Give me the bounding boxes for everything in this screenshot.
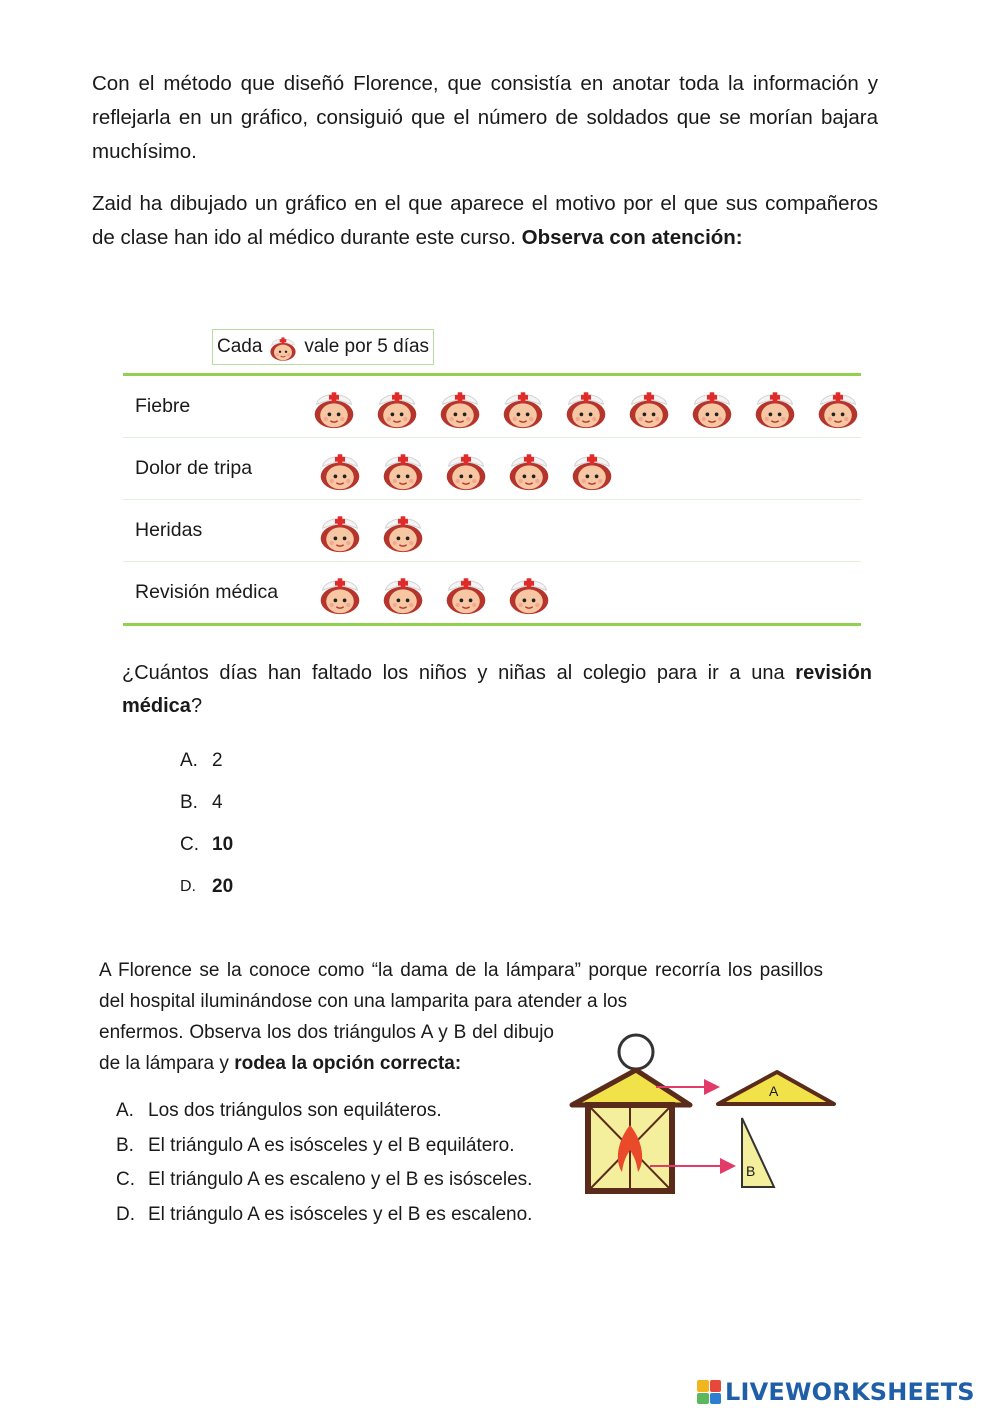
choice-letter: C. [116, 1169, 135, 1191]
intro-paragraph-2-bold: Observa con atención: [521, 226, 743, 249]
nurse-icon [752, 384, 798, 430]
option-letter: C. [180, 834, 199, 855]
nurse-icon [443, 570, 489, 616]
question-main: ¿Cuántos días han faltado los niños y niñas al colegio para ir a una [122, 662, 796, 684]
lamp-text-wide: A Florence se la conoce como “la dama de la lámpara” porque recorría los pasillos del hospital iluminándose con una lamparita para atender a los [99, 960, 823, 1012]
brand-logo-icon [697, 1380, 721, 1404]
triangle-choices [116, 1094, 532, 1232]
intro-paragraph-1: Con el método que diseñó Florence, que consistía en anotar toda la información y reflejarla en un gráfico, consiguió que el número de soldados que se morían bajara muchísimo. [92, 72, 878, 163]
pictogram-row [123, 376, 861, 438]
nurse-icon [689, 384, 735, 430]
liveworksheets-brand [697, 1378, 975, 1406]
option-c[interactable] [180, 824, 233, 866]
choice-letter: A. [116, 1100, 134, 1122]
row-label: Heridas [135, 519, 203, 541]
row-icons [311, 384, 861, 430]
nurse-icon [500, 384, 546, 430]
choice-d[interactable] [116, 1198, 532, 1233]
lamp-ring [619, 1035, 653, 1069]
nurse-icon [317, 508, 363, 554]
pictogram-legend [212, 329, 434, 365]
option-letter: D. [180, 878, 196, 895]
legend-prefix: Cada [217, 336, 263, 357]
row-label: Fiebre [135, 395, 191, 417]
nurse-icon [569, 446, 615, 492]
nurse-icon [268, 332, 298, 362]
pictogram-chart [123, 373, 861, 626]
question-end: ? [190, 695, 203, 717]
choice-b[interactable] [116, 1129, 532, 1164]
pictogram-row [123, 562, 861, 623]
nurse-icon [311, 384, 357, 430]
nurse-icon [563, 384, 609, 430]
triangle-b-label: B [746, 1163, 756, 1179]
row-icons [317, 446, 615, 492]
legend-suffix: vale por 5 días [304, 336, 430, 357]
nurse-icon [506, 570, 552, 616]
choice-text: El triángulo A es isósceles y el B equilátero. [148, 1134, 515, 1156]
choice-c[interactable] [116, 1163, 532, 1198]
answer-options [180, 740, 233, 908]
nurse-icon [380, 570, 426, 616]
option-d[interactable] [180, 866, 233, 908]
question-bold: revisión médica [122, 662, 872, 717]
choice-text: El triángulo A es escaleno y el B es isósceles. [148, 1169, 533, 1191]
nurse-icon [317, 446, 363, 492]
option-value: 4 [212, 792, 223, 813]
choice-letter: D. [116, 1203, 135, 1225]
nurse-icon [380, 508, 426, 554]
option-value: 20 [212, 876, 234, 897]
nurse-icon [815, 384, 861, 430]
triangle-a-label: A [769, 1083, 779, 1099]
lamp-text-narrow-part: enfermos. Observa los dos triángulos A y B del dibujo de la lámpara y [99, 1022, 554, 1074]
lamp-illustration [566, 1030, 842, 1200]
choice-letter: B. [116, 1134, 134, 1156]
nurse-icon [374, 384, 420, 430]
pictogram-row [123, 438, 861, 500]
nurse-icon [380, 446, 426, 492]
row-icons [317, 570, 552, 616]
option-a[interactable] [180, 740, 233, 782]
nurse-icon [506, 446, 552, 492]
option-letter: A. [180, 750, 198, 771]
lamp-text-bold: rodea la opción correcta: [234, 1053, 462, 1074]
choice-text: Los dos triángulos son equiláteros. [148, 1100, 442, 1122]
lamp-text-narrow [99, 1017, 554, 1079]
chart-bottom-line [123, 623, 861, 626]
option-b[interactable] [180, 782, 233, 824]
pictogram-row [123, 500, 861, 562]
nurse-icon [443, 446, 489, 492]
brand-name: LIVEWORKSHEETS [725, 1378, 975, 1406]
row-label: Dolor de tripa [135, 457, 253, 479]
choice-text: El triángulo A es isósceles y el B es escaleno. [148, 1203, 533, 1225]
question-text [122, 657, 872, 723]
row-label: Revisión médica [135, 581, 279, 603]
intro-paragraph-2 [92, 187, 878, 255]
nurse-icon [437, 384, 483, 430]
option-value: 10 [212, 834, 234, 855]
choice-a[interactable] [116, 1094, 532, 1129]
option-letter: B. [180, 792, 198, 813]
nurse-icon [317, 570, 363, 616]
intro-paragraph-2-text: Zaid ha dibujado un gráfico en el que aparece el motivo por el que sus compañeros de clase han ido al médico durante este curso. [92, 192, 878, 249]
option-value: 2 [212, 750, 223, 771]
row-icons [317, 508, 426, 554]
nurse-icon [626, 384, 672, 430]
